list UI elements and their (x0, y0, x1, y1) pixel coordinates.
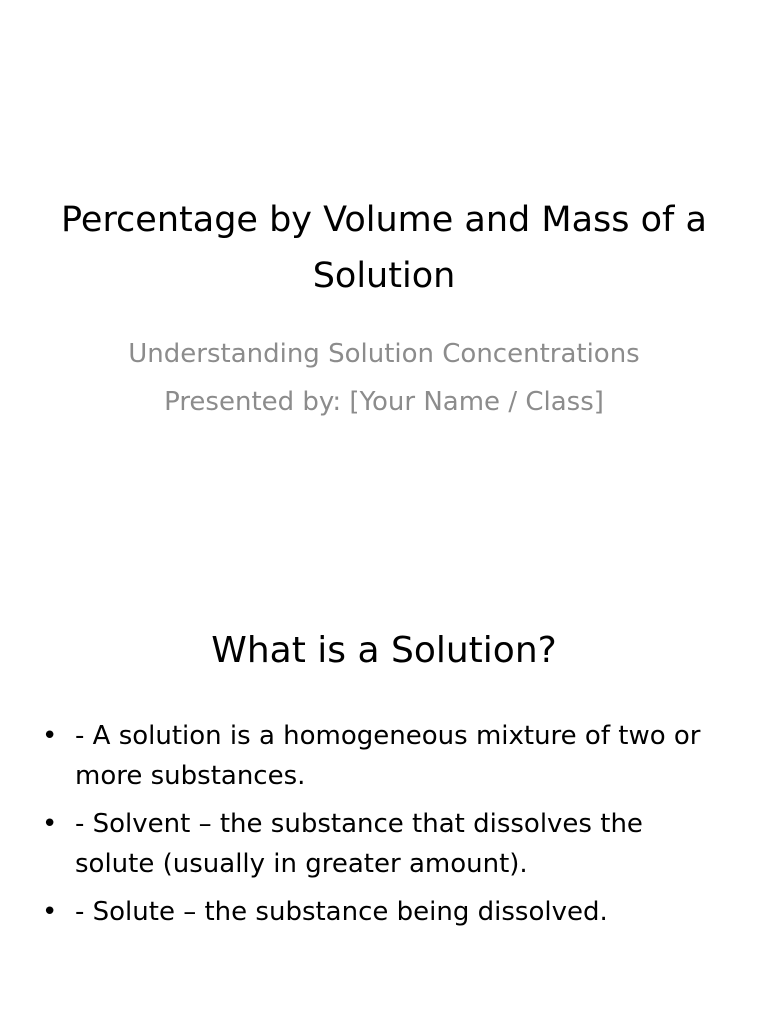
subtitle-line-2: Presented by: [Your Name / Class] (164, 387, 604, 417)
bullet-text: - Solute – the substance being dissolved. (75, 897, 608, 927)
slide-heading: What is a Solution? (211, 630, 557, 671)
bullet-icon: • (42, 897, 58, 927)
slide-title: Percentage by Volume and Mass of a Solution (61, 200, 707, 296)
bullet-list (42, 716, 728, 940)
bullet-item (42, 804, 728, 884)
slide-subtitle (80, 334, 688, 422)
bullet-text: - Solvent – the substance that dissolves the solute (usually in greater amount). (75, 809, 643, 879)
bullet-icon: • (42, 809, 58, 839)
subtitle-line-1: Understanding Solution Concentrations (128, 339, 640, 369)
bullet-icon: • (42, 721, 58, 751)
bullet-text: - A solution is a homogeneous mixture of two or more substances. (75, 721, 701, 791)
content-slide (0, 512, 768, 1024)
bullet-item (42, 716, 728, 796)
bullet-item (42, 892, 728, 932)
